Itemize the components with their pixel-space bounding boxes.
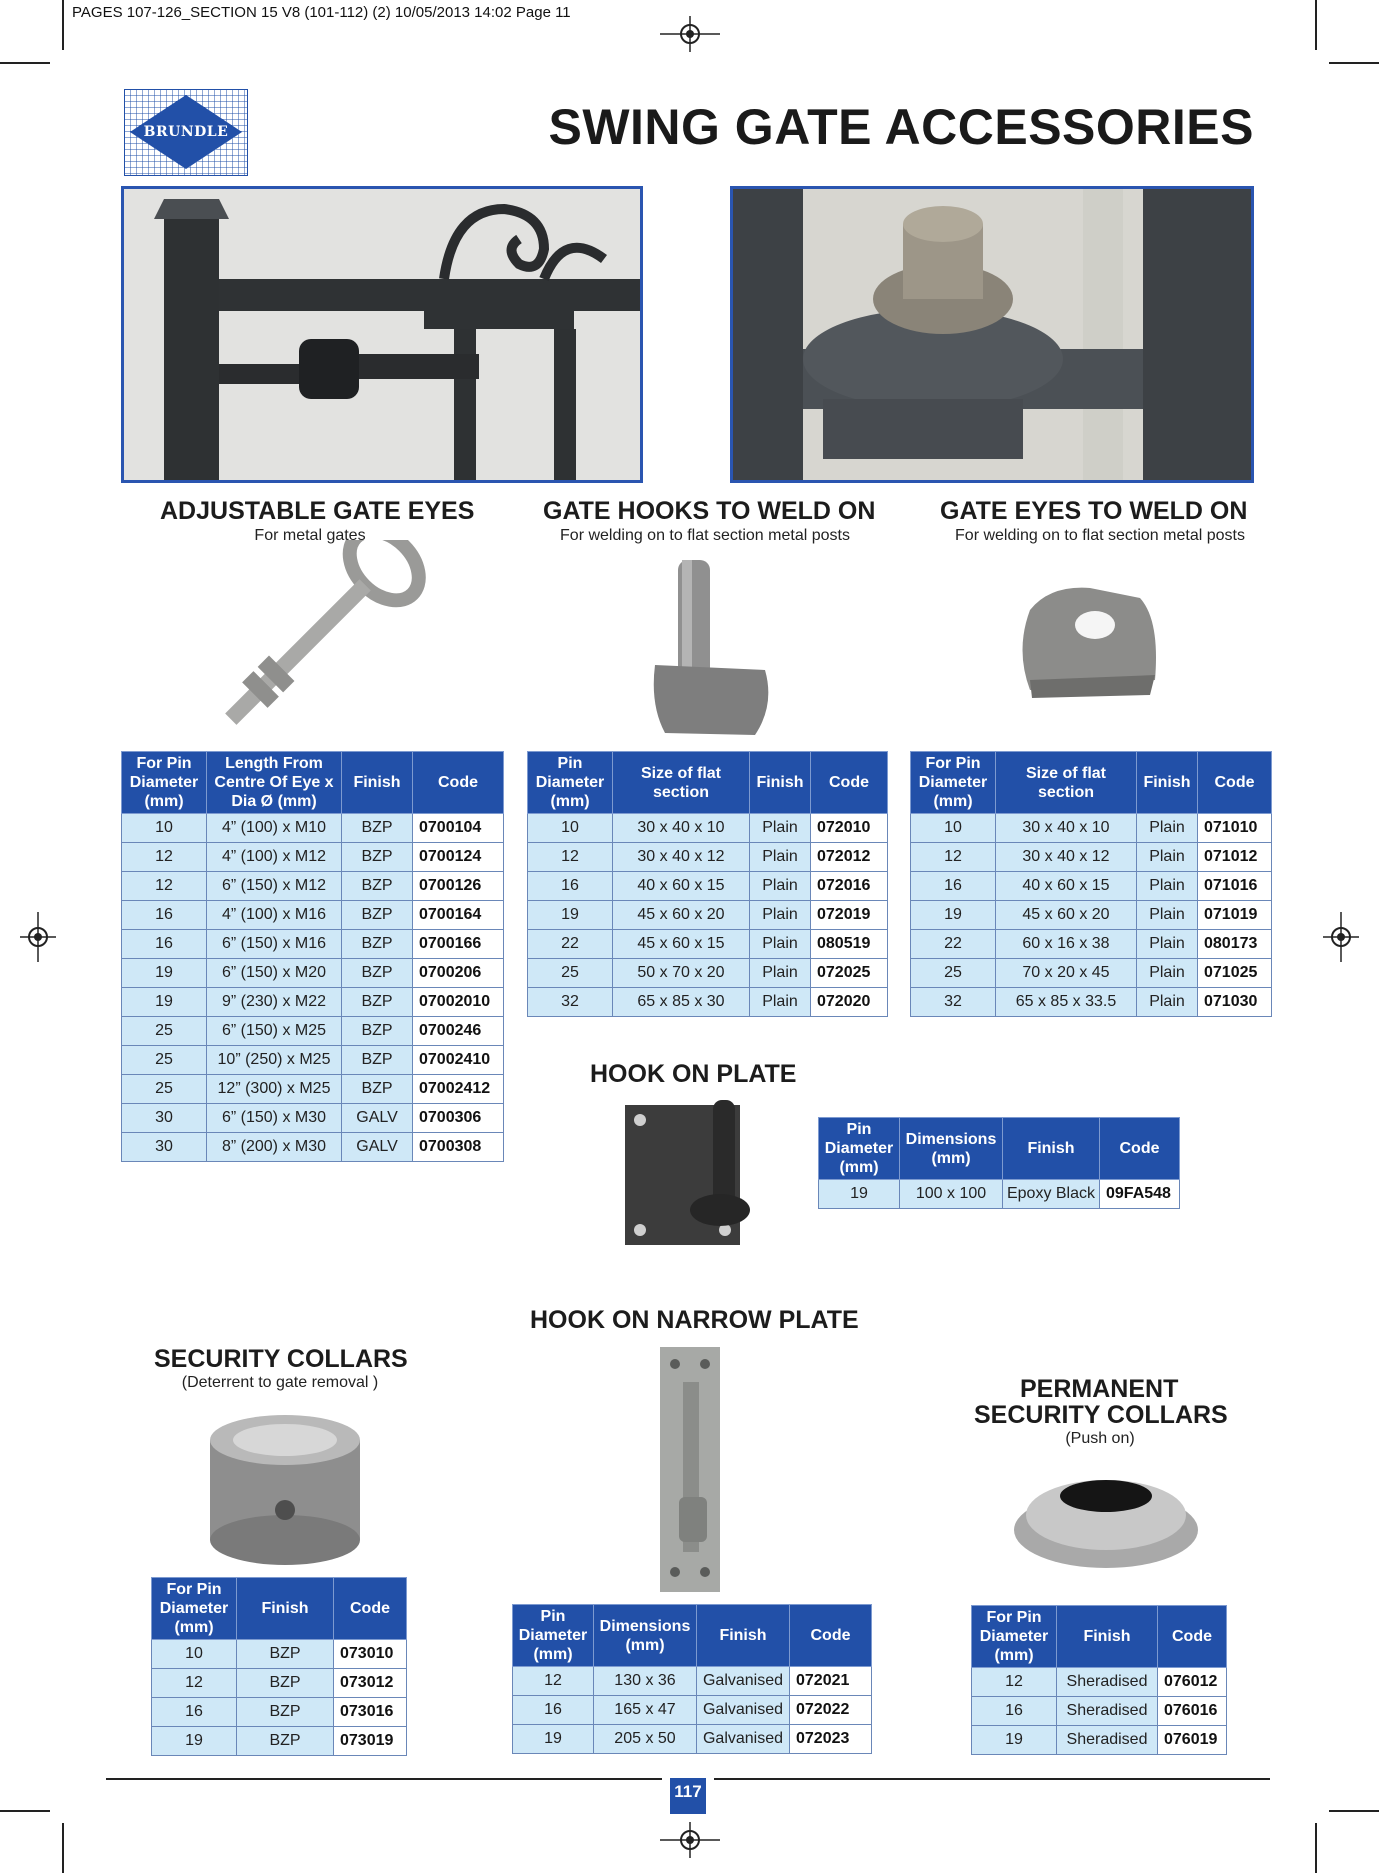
table-row bbox=[972, 1668, 1227, 1697]
table-cell: 10 bbox=[528, 814, 613, 843]
registration-mark-icon bbox=[1323, 912, 1359, 962]
footer-rule bbox=[714, 1778, 1270, 1780]
table-row bbox=[122, 872, 504, 901]
table-cell: BZP bbox=[237, 1698, 334, 1727]
table-cell: 19 bbox=[911, 901, 996, 930]
page-title: SWING GATE ACCESSORIES bbox=[548, 99, 1254, 155]
table-row bbox=[122, 988, 504, 1017]
table-cell: BZP bbox=[342, 814, 413, 843]
table-header: Code bbox=[1158, 1606, 1227, 1668]
table-cell: 10” (250) x M25 bbox=[207, 1046, 342, 1075]
table-header: For Pin Diameter (mm) bbox=[972, 1606, 1057, 1668]
table-cell: 50 x 70 x 20 bbox=[613, 959, 750, 988]
table-cell: Plain bbox=[750, 988, 811, 1017]
table-cell: 25 bbox=[911, 959, 996, 988]
crop-mark bbox=[0, 1810, 50, 1812]
table-cell: 10 bbox=[152, 1640, 237, 1669]
table-cell: BZP bbox=[342, 1017, 413, 1046]
table-cell: 45 x 60 x 20 bbox=[613, 901, 750, 930]
table-cell: 65 x 85 x 30 bbox=[613, 988, 750, 1017]
section-title-security-collars: SECURITY COLLARS bbox=[154, 1345, 408, 1373]
table-cell: Plain bbox=[1137, 901, 1198, 930]
crop-mark bbox=[1329, 1810, 1379, 1812]
table-cell: BZP bbox=[237, 1727, 334, 1756]
table-cell: 19 bbox=[122, 959, 207, 988]
table-header: Pin Diameter (mm) bbox=[819, 1118, 900, 1180]
table-cell: Galvanised bbox=[697, 1725, 790, 1754]
table-cell: 25 bbox=[528, 959, 613, 988]
print-slug: PAGES 107-126_SECTION 15 V8 (101-112) (2) 10/05/2013 14:02 Page 11 bbox=[72, 4, 571, 21]
section-subtitle-permanent-collars: (Push on) bbox=[1065, 1430, 1135, 1447]
table-cell: 6” (150) x M25 bbox=[207, 1017, 342, 1046]
section-subtitle-security-collars: (Deterrent to gate removal ) bbox=[181, 1374, 379, 1391]
table-cell: Plain bbox=[1137, 843, 1198, 872]
table-cell: 19 bbox=[819, 1180, 900, 1209]
table-cell: BZP bbox=[342, 988, 413, 1017]
table-header: Finish bbox=[697, 1605, 790, 1667]
table-cell: Plain bbox=[1137, 988, 1198, 1017]
table-row bbox=[528, 988, 888, 1017]
table-header: Code bbox=[1198, 752, 1272, 814]
product-code-cell: 080173 bbox=[1198, 930, 1272, 959]
table-cell: 22 bbox=[528, 930, 613, 959]
table-row bbox=[122, 959, 504, 988]
table-cell: Plain bbox=[750, 814, 811, 843]
table-cell: Plain bbox=[750, 872, 811, 901]
section-subtitle-adjustable-gate-eyes: For metal gates bbox=[254, 527, 366, 544]
table-row bbox=[911, 930, 1272, 959]
table-cell: BZP bbox=[342, 959, 413, 988]
security-collar-image bbox=[200, 1400, 370, 1570]
product-code-cell: 073016 bbox=[334, 1698, 407, 1727]
table-header: Code bbox=[334, 1578, 407, 1640]
section-title-gate-hooks: GATE HOOKS TO WELD ON bbox=[543, 497, 876, 525]
product-code-cell: 071012 bbox=[1198, 843, 1272, 872]
product-code-cell: 072022 bbox=[790, 1696, 872, 1725]
table-cell: 40 x 60 x 15 bbox=[996, 872, 1137, 901]
table-cell: 19 bbox=[152, 1727, 237, 1756]
product-code-cell: 080519 bbox=[811, 930, 888, 959]
table-row bbox=[911, 901, 1272, 930]
table-cell: 19 bbox=[528, 901, 613, 930]
table-cell: BZP bbox=[237, 1669, 334, 1698]
table-header: Pin Diameter (mm) bbox=[528, 752, 613, 814]
product-code-cell: 0700164 bbox=[413, 901, 504, 930]
gate-eyes-table bbox=[910, 751, 1272, 1017]
table-cell: 25 bbox=[122, 1046, 207, 1075]
table-cell: GALV bbox=[342, 1104, 413, 1133]
table-row bbox=[528, 901, 888, 930]
brundle-logo bbox=[124, 89, 248, 176]
table-row bbox=[528, 843, 888, 872]
table-cell: 12 bbox=[911, 843, 996, 872]
product-code-cell: 071019 bbox=[1198, 901, 1272, 930]
table-cell: 12 bbox=[122, 843, 207, 872]
table-cell: BZP bbox=[342, 843, 413, 872]
product-code-cell: 0700206 bbox=[413, 959, 504, 988]
product-code-cell: 076019 bbox=[1158, 1726, 1227, 1755]
table-cell: 16 bbox=[122, 930, 207, 959]
table-cell: 19 bbox=[513, 1725, 594, 1754]
product-code-cell: 0700104 bbox=[413, 814, 504, 843]
logo-text: BRUNDLE bbox=[143, 124, 229, 140]
table-header: Finish bbox=[1137, 752, 1198, 814]
eye-bolt-image bbox=[190, 540, 430, 745]
table-row bbox=[122, 1017, 504, 1046]
table-row bbox=[528, 959, 888, 988]
product-code-cell: 072021 bbox=[790, 1667, 872, 1696]
product-code-cell: 09FA548 bbox=[1100, 1180, 1180, 1209]
product-code-cell: 073019 bbox=[334, 1727, 407, 1756]
table-row bbox=[528, 814, 888, 843]
table-header: Size of flat section bbox=[996, 752, 1137, 814]
table-row bbox=[122, 843, 504, 872]
table-cell: 6” (150) x M20 bbox=[207, 959, 342, 988]
table-cell: 16 bbox=[152, 1698, 237, 1727]
table-cell: 19 bbox=[122, 988, 207, 1017]
gate-photo-right bbox=[730, 186, 1254, 483]
table-row bbox=[152, 1669, 407, 1698]
table-cell: BZP bbox=[342, 901, 413, 930]
gate-photo-left bbox=[121, 186, 643, 483]
table-cell: Epoxy Black bbox=[1003, 1180, 1100, 1209]
product-code-cell: 07002410 bbox=[413, 1046, 504, 1075]
gate-eye-image bbox=[1010, 580, 1170, 710]
table-cell: 12 bbox=[152, 1669, 237, 1698]
crop-mark bbox=[0, 62, 50, 64]
table-cell: 12” (300) x M25 bbox=[207, 1075, 342, 1104]
registration-mark-icon bbox=[20, 912, 56, 962]
product-code-cell: 0700246 bbox=[413, 1017, 504, 1046]
security-collars-table bbox=[151, 1577, 407, 1756]
table-header: Code bbox=[811, 752, 888, 814]
table-cell: 30 x 40 x 12 bbox=[996, 843, 1137, 872]
table-header: Finish bbox=[342, 752, 413, 814]
section-title-hook-on-narrow-plate: HOOK ON NARROW PLATE bbox=[530, 1306, 859, 1334]
table-header: Finish bbox=[1057, 1606, 1158, 1668]
table-row bbox=[911, 814, 1272, 843]
table-cell: 16 bbox=[528, 872, 613, 901]
product-code-cell: 076012 bbox=[1158, 1668, 1227, 1697]
table-cell: Plain bbox=[750, 930, 811, 959]
table-cell: 6” (150) x M16 bbox=[207, 930, 342, 959]
table-cell: Plain bbox=[1137, 959, 1198, 988]
table-cell: 25 bbox=[122, 1017, 207, 1046]
table-cell: 16 bbox=[513, 1696, 594, 1725]
table-header: For Pin Diameter (mm) bbox=[122, 752, 207, 814]
footer-rule bbox=[106, 1778, 662, 1780]
table-row bbox=[528, 872, 888, 901]
permanent-collars-table bbox=[971, 1605, 1227, 1755]
table-cell: 8” (200) x M30 bbox=[207, 1133, 342, 1162]
table-cell: 70 x 20 x 45 bbox=[996, 959, 1137, 988]
table-cell: 22 bbox=[911, 930, 996, 959]
product-code-cell: 072020 bbox=[811, 988, 888, 1017]
section-title-permanent-collars-2: SECURITY COLLARS bbox=[974, 1401, 1228, 1429]
table-header: Code bbox=[413, 752, 504, 814]
table-cell: 10 bbox=[122, 814, 207, 843]
table-cell: 16 bbox=[911, 872, 996, 901]
gate-hooks-table bbox=[527, 751, 888, 1017]
table-row bbox=[122, 930, 504, 959]
table-cell: 30 x 40 x 10 bbox=[613, 814, 750, 843]
table-cell: 165 x 47 bbox=[594, 1696, 697, 1725]
permanent-collar-image bbox=[1010, 1460, 1202, 1570]
table-row bbox=[972, 1697, 1227, 1726]
adjustable-gate-eyes-table bbox=[121, 751, 504, 1162]
table-row bbox=[911, 872, 1272, 901]
table-cell: 4” (100) x M10 bbox=[207, 814, 342, 843]
product-code-cell: 072023 bbox=[790, 1725, 872, 1754]
table-cell: 60 x 16 x 38 bbox=[996, 930, 1137, 959]
product-code-cell: 0700306 bbox=[413, 1104, 504, 1133]
section-title-hook-on-plate: HOOK ON PLATE bbox=[590, 1060, 797, 1088]
section-title-permanent-collars-1: PERMANENT bbox=[1020, 1375, 1179, 1403]
table-cell: 25 bbox=[122, 1075, 207, 1104]
table-row bbox=[152, 1698, 407, 1727]
crop-mark bbox=[1329, 62, 1379, 64]
product-code-cell: 071025 bbox=[1198, 959, 1272, 988]
table-cell: 4” (100) x M16 bbox=[207, 901, 342, 930]
section-title-adjustable-gate-eyes: ADJUSTABLE GATE EYES bbox=[160, 497, 475, 525]
table-cell: Plain bbox=[1137, 930, 1198, 959]
table-cell: 16 bbox=[972, 1697, 1057, 1726]
table-cell: 4” (100) x M12 bbox=[207, 843, 342, 872]
table-row bbox=[513, 1725, 872, 1754]
table-cell: Plain bbox=[750, 843, 811, 872]
table-cell: Plain bbox=[1137, 872, 1198, 901]
table-cell: 32 bbox=[911, 988, 996, 1017]
narrow-plate-image bbox=[645, 1342, 745, 1597]
table-cell: 9” (230) x M22 bbox=[207, 988, 342, 1017]
crop-mark bbox=[62, 1823, 64, 1873]
product-code-cell: 076016 bbox=[1158, 1697, 1227, 1726]
table-row bbox=[513, 1696, 872, 1725]
table-cell: Plain bbox=[1137, 814, 1198, 843]
table-cell: BZP bbox=[342, 1075, 413, 1104]
table-cell: 12 bbox=[528, 843, 613, 872]
table-cell: 30 x 40 x 12 bbox=[613, 843, 750, 872]
table-row bbox=[513, 1667, 872, 1696]
table-header: Code bbox=[1100, 1118, 1180, 1180]
hook-on-plate-table bbox=[818, 1117, 1180, 1209]
product-code-cell: 071010 bbox=[1198, 814, 1272, 843]
table-header: Length From Centre Of Eye x Dia Ø (mm) bbox=[207, 752, 342, 814]
crop-mark bbox=[1315, 1823, 1317, 1873]
product-code-cell: 0700166 bbox=[413, 930, 504, 959]
table-row bbox=[152, 1727, 407, 1756]
table-header: Pin Diameter (mm) bbox=[513, 1605, 594, 1667]
table-row bbox=[819, 1180, 1180, 1209]
crop-mark bbox=[1315, 0, 1317, 50]
table-cell: Sheradised bbox=[1057, 1668, 1158, 1697]
product-code-cell: 07002412 bbox=[413, 1075, 504, 1104]
table-cell: BZP bbox=[342, 872, 413, 901]
table-cell: Galvanised bbox=[697, 1696, 790, 1725]
table-header: For Pin Diameter (mm) bbox=[152, 1578, 237, 1640]
table-cell: 40 x 60 x 15 bbox=[613, 872, 750, 901]
table-cell: 12 bbox=[122, 872, 207, 901]
product-code-cell: 072025 bbox=[811, 959, 888, 988]
table-cell: Plain bbox=[750, 901, 811, 930]
product-code-cell: 0700308 bbox=[413, 1133, 504, 1162]
table-header: Dimensions (mm) bbox=[900, 1118, 1003, 1180]
table-cell: 30 bbox=[122, 1133, 207, 1162]
table-cell: 6” (150) x M30 bbox=[207, 1104, 342, 1133]
table-cell: 100 x 100 bbox=[900, 1180, 1003, 1209]
table-cell: 45 x 60 x 20 bbox=[996, 901, 1137, 930]
page-number: 117 bbox=[670, 1778, 706, 1814]
table-row bbox=[911, 988, 1272, 1017]
table-cell: 12 bbox=[513, 1667, 594, 1696]
table-cell: GALV bbox=[342, 1133, 413, 1162]
product-code-cell: 0700126 bbox=[413, 872, 504, 901]
registration-mark-icon bbox=[660, 16, 720, 52]
table-cell: Sheradised bbox=[1057, 1726, 1158, 1755]
table-cell: 205 x 50 bbox=[594, 1725, 697, 1754]
gate-hook-image bbox=[645, 555, 785, 745]
product-code-cell: 07002010 bbox=[413, 988, 504, 1017]
table-cell: BZP bbox=[342, 930, 413, 959]
product-code-cell: 073010 bbox=[334, 1640, 407, 1669]
product-code-cell: 0700124 bbox=[413, 843, 504, 872]
table-row bbox=[122, 1133, 504, 1162]
table-row bbox=[528, 930, 888, 959]
table-header: Code bbox=[790, 1605, 872, 1667]
table-row bbox=[911, 843, 1272, 872]
registration-mark-icon bbox=[660, 1822, 720, 1858]
table-row bbox=[122, 1075, 504, 1104]
table-row bbox=[972, 1726, 1227, 1755]
table-cell: 16 bbox=[122, 901, 207, 930]
crop-mark bbox=[62, 0, 64, 50]
table-cell: Galvanised bbox=[697, 1667, 790, 1696]
table-cell: BZP bbox=[342, 1046, 413, 1075]
product-code-cell: 071030 bbox=[1198, 988, 1272, 1017]
table-header: Size of flat section bbox=[613, 752, 750, 814]
product-code-cell: 071016 bbox=[1198, 872, 1272, 901]
table-cell: 65 x 85 x 33.5 bbox=[996, 988, 1137, 1017]
table-row bbox=[122, 901, 504, 930]
table-row bbox=[122, 1104, 504, 1133]
table-cell: 12 bbox=[972, 1668, 1057, 1697]
table-cell: 130 x 36 bbox=[594, 1667, 697, 1696]
section-title-gate-eyes: GATE EYES TO WELD ON bbox=[940, 497, 1248, 525]
table-cell: Plain bbox=[750, 959, 811, 988]
table-header: Finish bbox=[1003, 1118, 1100, 1180]
table-cell: 6” (150) x M12 bbox=[207, 872, 342, 901]
product-code-cell: 072019 bbox=[811, 901, 888, 930]
section-subtitle-gate-eyes: For welding on to flat section metal posts bbox=[955, 527, 1245, 544]
table-row bbox=[122, 1046, 504, 1075]
table-header: For Pin Diameter (mm) bbox=[911, 752, 996, 814]
table-row bbox=[152, 1640, 407, 1669]
table-header: Finish bbox=[237, 1578, 334, 1640]
table-cell: 10 bbox=[911, 814, 996, 843]
table-row bbox=[911, 959, 1272, 988]
product-code-cell: 072016 bbox=[811, 872, 888, 901]
table-header: Finish bbox=[750, 752, 811, 814]
hook-on-narrow-plate-table bbox=[512, 1604, 872, 1754]
hook-plate-image bbox=[615, 1095, 775, 1255]
product-code-cell: 073012 bbox=[334, 1669, 407, 1698]
product-code-cell: 072012 bbox=[811, 843, 888, 872]
table-cell: 32 bbox=[528, 988, 613, 1017]
table-row bbox=[122, 814, 504, 843]
table-header: Dimensions (mm) bbox=[594, 1605, 697, 1667]
table-cell: BZP bbox=[237, 1640, 334, 1669]
table-cell: Sheradised bbox=[1057, 1697, 1158, 1726]
table-cell: 19 bbox=[972, 1726, 1057, 1755]
product-code-cell: 072010 bbox=[811, 814, 888, 843]
table-cell: 30 bbox=[122, 1104, 207, 1133]
table-cell: 45 x 60 x 15 bbox=[613, 930, 750, 959]
table-cell: 30 x 40 x 10 bbox=[996, 814, 1137, 843]
section-subtitle-gate-hooks: For welding on to flat section metal posts bbox=[560, 527, 850, 544]
